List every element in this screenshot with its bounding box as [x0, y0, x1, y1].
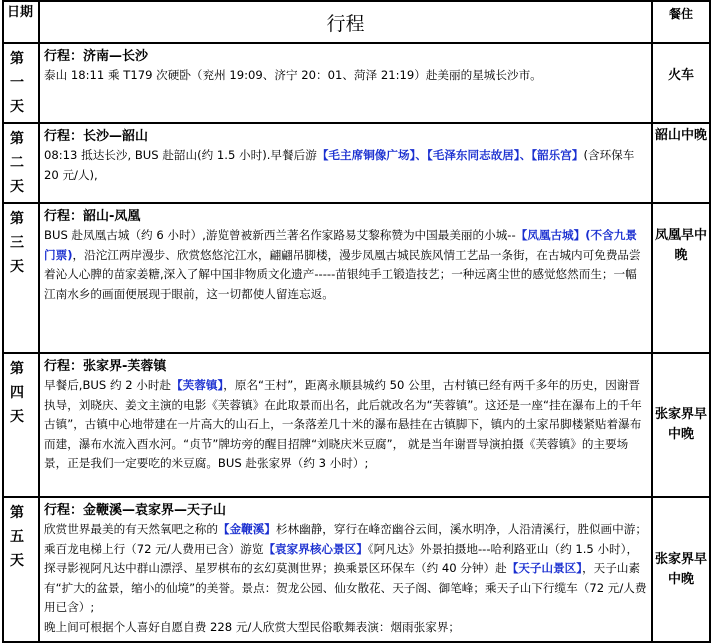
meal-info: 张家界早中晚: [652, 497, 710, 642]
day-label: 第三天: [3, 203, 39, 353]
body-text: 泰山 18:11 乘 T179 次硬卧（兖州 19:09、济宁 20：01、菏泽 21:19）赴美丽的星城长沙市。: [44, 68, 542, 82]
itinerary-column-header: 行程: [39, 1, 652, 43]
meal-info: 火车: [652, 43, 710, 123]
segment-title: 行程：金鞭溪—袁家界—天子山: [44, 503, 227, 518]
segment-body: [44, 66, 647, 86]
scenic-spot-highlight: 【毛主席铜像广场】、【毛泽东同志故居】、【韶乐宫】: [316, 148, 584, 162]
segment-body: [44, 520, 647, 638]
day-label: 第四天: [3, 353, 39, 497]
day-itinerary: [39, 497, 652, 642]
scenic-spot-highlight: 【袁家界核心景区】: [263, 541, 368, 556]
body-text: 《阿凡达》外景拍摄地---哈利路亚山（约 1.5 小时），探寻影视阿凡达中群山漂浮、星罗棋布的玄幻莫测世界；换乘景区环保车（约 40 分钟）赴: [44, 541, 639, 576]
body-text: ，天子山素有“扩大的盆景，缩小的仙境”的美誉。景点：贺龙公园、仙女散花、天子阁、御笔峰；乘天子山下行缆车（72 元/人费用已含）;: [44, 561, 647, 615]
body-text: 欣赏世界最美的有天然氧吧之称的: [44, 522, 218, 536]
day-label: 第二天: [3, 123, 39, 203]
body-text: ，原名“王村”，距离永顺县城约 50 公里，古村镇已经有两千多年的历史，因谢晋执导，刘晓庆、姜文主演的电影《芙蓉镇》在此取景而出名，此后就改名为“芙蓉镇”。这还是一座“挂在瀑布上的千年古镇”，古镇中心地带建在一片高大的山石上，一条落差几十米的瀑布悬挂在古镇脚下，镇内的土家吊脚楼紧贴着瀑布而建，瀑布水流入酉水河。“贞节”牌坊旁的醒目招牌“刘晓庆米豆腐”， 就是当年谢晋导演拍摄《芙蓉镇》的主要场景，正是我们一定要吃的米豆腐。BUS 赴张家界（约 3 小时）;: [44, 378, 642, 471]
itinerary-table: [2, 0, 711, 643]
scenic-spot-highlight: 【天子山景区】: [506, 561, 583, 576]
body-text: (含环保车 20 元/人),: [44, 148, 635, 182]
meal-info: 韶山中晚: [652, 123, 710, 203]
body-text: ，沿沱江两岸漫步、欣赏悠悠沱江水，翩翩吊脚楼，漫步凤凰古城民族风情工艺品一条街，在古城内可免费品尝着沁人心脾的苗家姜糖,深入了解中国非物质文化遗产-----苗银纯手工锻造技艺；一种远离尘世的感觉悠然而生；一幅江南水乡的画面便展现于眼前，这一切都使人留连忘返。: [44, 247, 641, 301]
segment-body: [44, 226, 647, 304]
meal-info: 凤凰早中晚: [652, 203, 710, 353]
scenic-spot-highlight: 【芙蓉镇】: [171, 378, 224, 392]
segment-body: [44, 146, 647, 185]
day-row: [3, 43, 710, 123]
day-itinerary: [39, 203, 652, 353]
day-column-header: 日期: [3, 1, 39, 43]
header-row: [3, 1, 710, 43]
body-text: 晚上间可根据个人喜好自愿自费 228 元/人欣赏大型民俗歌舞表演：烟雨张家界；: [44, 619, 461, 634]
meal-column-header: 餐住: [652, 1, 710, 43]
scenic-spot-highlight: 【金鞭溪】: [217, 522, 276, 536]
segment-title: 行程：济南—长沙: [44, 49, 149, 64]
segment-title: 行程：张家界-芙蓉镇: [44, 359, 167, 374]
body-text: 08:13 抵达长沙, BUS 赴韶山(约 1.5 小时).早餐后游: [44, 148, 317, 162]
day-itinerary: [39, 353, 652, 497]
day-row: [3, 497, 710, 642]
body-text: 杉林幽静，穿行在峰峦幽谷云间，溪水明净，人沿清溪行，胜似画中游；乘百龙电梯上行（72 元/人费用已含）游览: [44, 522, 647, 556]
body-text: 早餐后,BUS 约 2 小时赴: [44, 378, 172, 392]
segment-body: [44, 376, 647, 474]
meal-info: 张家界早中晚: [652, 353, 710, 497]
scenic-spot-highlight: 【凤凰古城】(不含九景门票): [44, 228, 637, 262]
day-itinerary: [39, 43, 652, 123]
day-row: [3, 203, 710, 353]
body-text: BUS 赴凤凰古城（约 6 小时）,游览曾被新西兰著名作家路易艾黎称赞为中国最美丽的小城--: [44, 228, 516, 242]
day-row: [3, 353, 710, 497]
day-label: 第五天: [3, 497, 39, 642]
day-label: 第一天: [3, 43, 39, 123]
day-row: [3, 123, 710, 203]
day-itinerary: [39, 123, 652, 203]
segment-title: 行程：韶山-凤凰: [44, 209, 141, 224]
segment-title: 行程：长沙—韶山: [44, 129, 149, 144]
